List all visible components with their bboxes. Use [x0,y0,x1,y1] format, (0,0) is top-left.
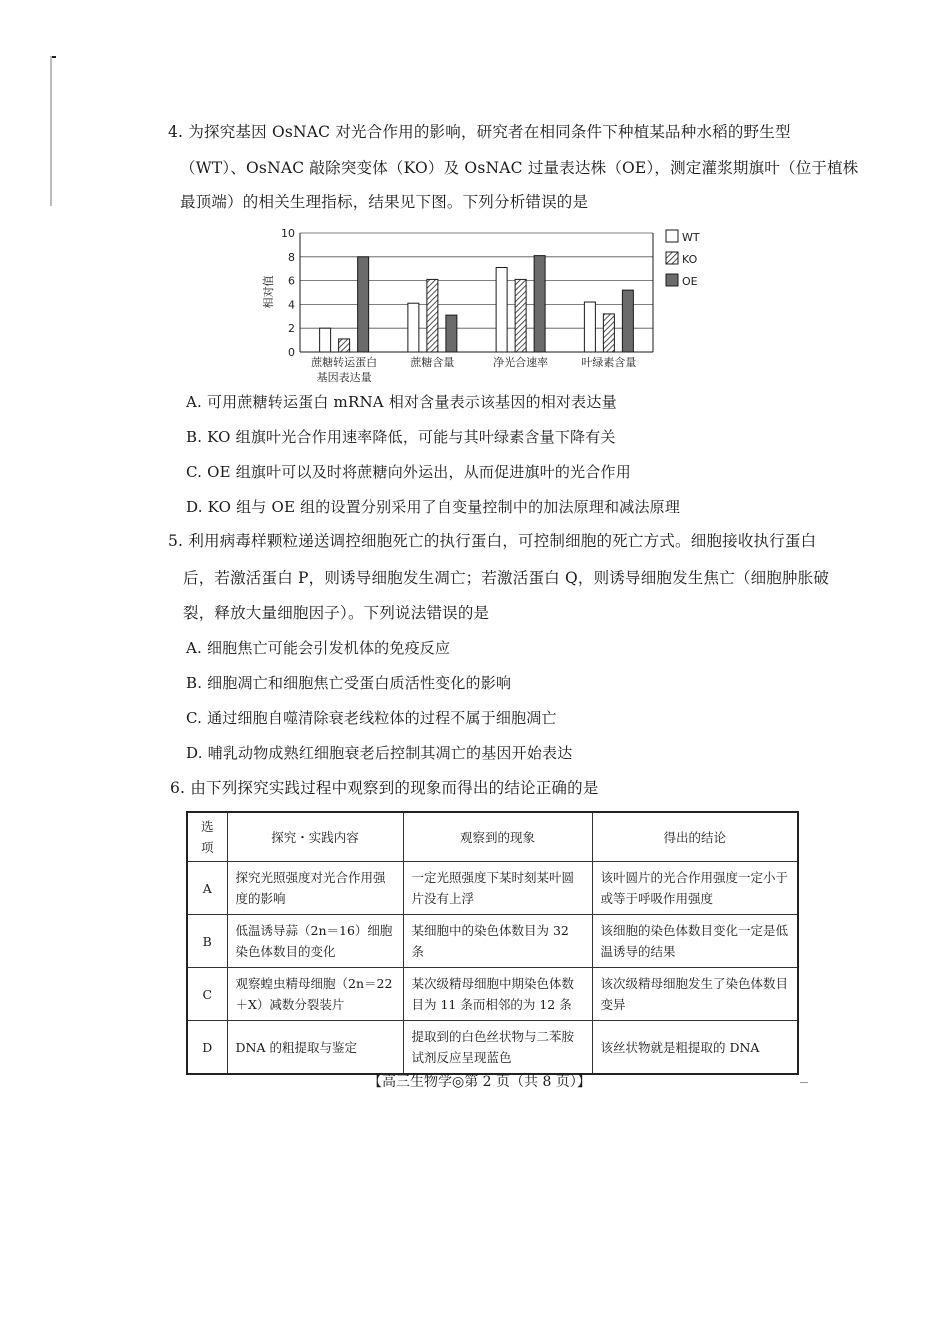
bar-oe [358,257,369,352]
row-content: DNA 的粗提取与鉴定 [227,1021,403,1075]
q5-stem-line-1: 5. 利用病毒样颗粒递送调控细胞死亡的执行蛋白，可控制细胞的死亡方式。细胞接收执行蛋白 [168,532,817,550]
q5-stem-line-2: 后，若激活蛋白 P，则诱导细胞发生凋亡；若激活蛋白 Q，则诱导细胞发生焦亡（细胞肿胀破 [183,569,830,587]
row-phenomenon: 某细胞中的染色体数目为 32 条 [403,915,592,968]
q6-stem: 6. 由下列探究实践过程中观察到的现象而得出的结论正确的是 [170,779,599,797]
bar-ko [339,339,350,352]
x-tick-label: 蔗糖含量 [410,356,455,369]
row-content: 观察蝗虫精母细胞（2n＝22＋X）减数分裂装片 [227,968,403,1021]
q5-stem-line-3: 裂，释放大量细胞因子）。下列说法错误的是 [183,604,490,622]
x-tick-label: 蔗糖转运蛋白 [311,356,378,369]
row-phenomenon: 某次级精母细胞中期染色体数目为 11 条而相邻的为 12 条 [403,968,592,1021]
bar-oe [534,256,545,352]
x-tick-label: 基因表达量 [316,371,372,384]
header-content: 探究・实践内容 [227,812,403,862]
legend-swatch-wt [666,230,678,242]
row-option: C [187,968,227,1021]
bar-wt [320,328,331,352]
table-row [187,915,798,968]
legend-swatch-oe [666,274,678,286]
legend-label-oe: OE [682,275,698,288]
row-conclusion: 该细胞的染色体数目变化一定是低温诱导的结果 [592,915,798,968]
header-conclusion: 得出的结论 [592,812,798,862]
bar-wt [584,302,595,352]
page-footer: 【高三生物学◎第 2 页（共 8 页）】 [368,1074,591,1090]
bar-chart [255,222,725,387]
bar-oe [446,315,457,352]
q4-option-c: C. OE 组旗叶可以及时将蔗糖向外运出，从而促进旗叶的光合作用 [186,463,631,481]
bar-oe [622,290,633,352]
row-phenomenon: 一定光照强度下某时刻某叶圆片没有上浮 [403,862,592,915]
x-tick-label: 净光合速率 [493,356,549,369]
y-tick-label: 0 [288,346,295,359]
y-tick-label: 10 [281,227,295,240]
chart-y-ticks [281,227,295,359]
row-conclusion: 该次级精母细胞发生了染色体数目变异 [592,968,798,1021]
legend-label-wt: WT [682,231,700,244]
y-tick-label: 6 [288,274,295,288]
bar-wt [496,268,507,352]
experiment-table [186,811,799,1075]
chart-gridlines [300,233,653,352]
chart-x-labels [311,355,636,384]
q5-option-b: B. 细胞凋亡和细胞焦亡受蛋白质活性变化的影响 [186,674,512,692]
row-content: 探究光照强度对光合作用强度的影响 [227,862,403,915]
chart-bars [320,256,634,352]
row-option: D [187,1021,227,1075]
y-tick-label: 2 [288,322,295,336]
scan-mark-edge [50,56,52,206]
q4-option-b: B. KO 组旗叶光合作用速率降低，可能与其叶绿素含量下降有关 [186,428,616,446]
table-header-row [187,812,798,862]
table-row [187,1021,798,1075]
row-option: A [187,862,227,915]
row-option: B [187,915,227,968]
bar-ko [603,314,614,352]
q5-option-a: A. 细胞焦亡可能会引发机体的免疫反应 [186,639,451,657]
q4-option-a: A. 可用蔗糖转运蛋白 mRNA 相对含量表示该基因的相对表达量 [186,393,617,411]
legend-label-ko: KO [682,253,698,266]
row-phenomenon: 提取到的白色丝状物与二苯胺试剂反应呈现蓝色 [403,1021,592,1075]
x-tick-label: 叶绿素含量 [581,356,637,369]
q5-option-d: D. 哺乳动物成熟红细胞衰老后控制其凋亡的基因开始表达 [186,744,573,762]
table-row [187,968,798,1021]
row-conclusion: 该叶圆片的光合作用强度一定小于或等于呼吸作用强度 [592,862,798,915]
header-phenomenon: 观察到的现象 [403,812,592,862]
scan-mark-right [800,1082,808,1083]
y-tick-label: 8 [288,250,295,264]
chart-y-label: 相对值 [262,275,275,309]
q5-option-c: C. 通过细胞自噬清除衰老线粒体的过程不属于细胞凋亡 [186,709,557,727]
q4-stem-line-3: 最顶端）的相关生理指标，结果见下图。下列分析错误的是 [180,193,589,211]
q4-stem-line-2: （WT）、OsNAC 敲除突变体（KO）及 OsNAC 过量表达株（OE），测定灌浆期旗叶（位于植株 [180,159,859,177]
chart-legend [666,230,700,288]
legend-swatch-ko [666,252,678,264]
bar-ko [515,279,526,352]
table-row [187,862,798,915]
bar-wt [408,303,419,352]
header-option: 选项 [187,812,227,862]
q4-stem-line-1: 4. 为探究基因 OsNAC 对光合作用的影响，研究者在相同条件下种植某品种水稻的野生型 [168,123,791,141]
row-content: 低温诱导蒜（2n＝16）细胞染色体数目的变化 [227,915,403,968]
q4-option-d: D. KO 组与 OE 组的设置分别采用了自变量控制中的加法原理和减法原理 [186,498,681,516]
bar-ko [427,279,438,352]
y-tick-label: 4 [288,298,295,312]
row-conclusion: 该丝状物就是粗提取的 DNA [592,1021,798,1075]
